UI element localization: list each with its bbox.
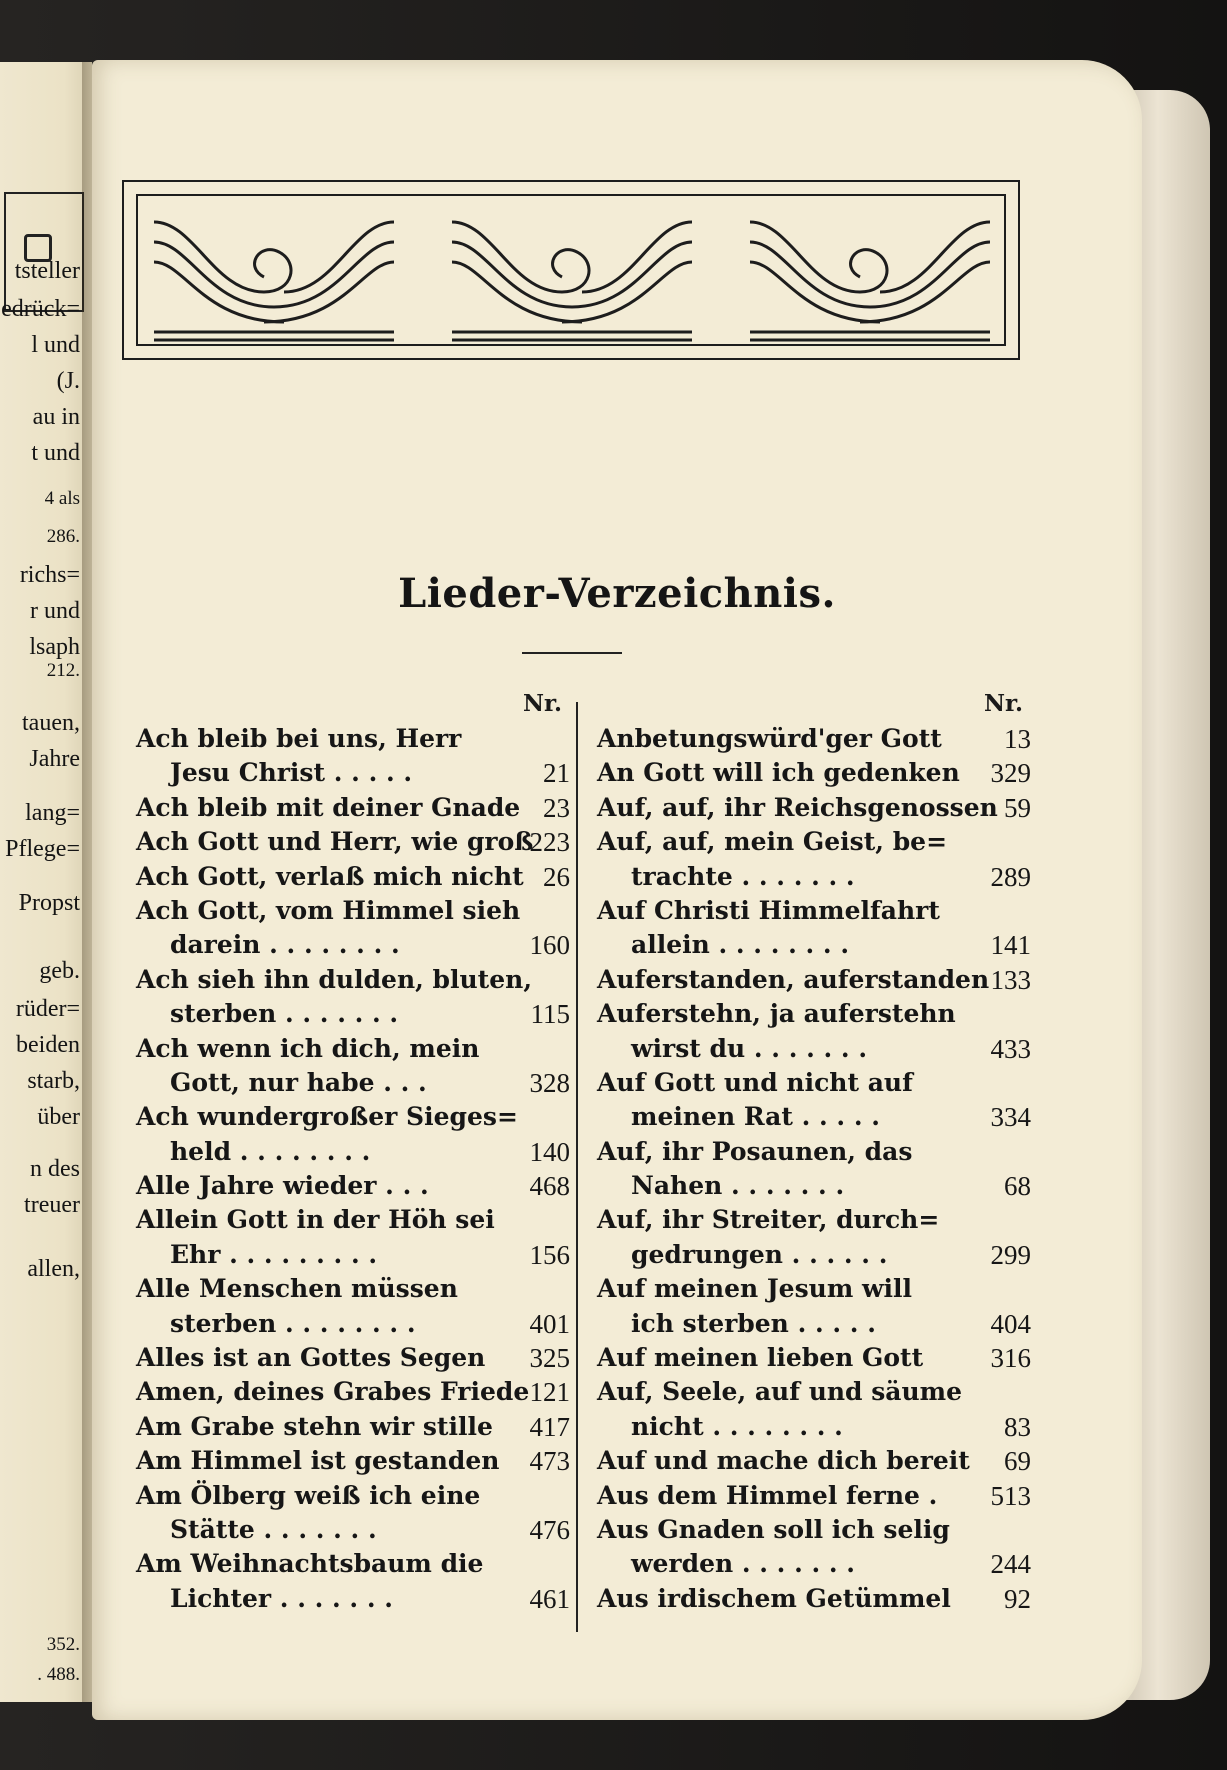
index-entry-line	[597, 1169, 1037, 1203]
ornament-swirl-icon	[124, 182, 1022, 362]
hymn-title-text: Auf und mache dich bereit	[597, 1446, 970, 1476]
hymn-title-text: Aus dem Himmel ferne .	[597, 1480, 938, 1510]
left-page-fragment: t und	[31, 440, 80, 466]
index-entry-line	[597, 1100, 1037, 1134]
hymn-title-text: sterben . . . . . . .	[170, 999, 399, 1029]
index-entry-line	[136, 963, 576, 997]
index-entry-line	[136, 1272, 576, 1306]
hymn-number: 401	[529, 1308, 570, 1339]
hymn-title-text: Ach bleib bei uns, Herr	[136, 724, 462, 753]
hymn-number: 325	[529, 1343, 570, 1374]
left-page-fragment: 4 als	[44, 488, 80, 509]
index-entry-line	[597, 791, 1037, 825]
index-entry-line	[597, 928, 1037, 962]
index-entry-line	[136, 1066, 576, 1100]
left-page-fragment: n des	[30, 1156, 80, 1182]
hymn-title-text: Nahen . . . . . . .	[631, 1171, 845, 1201]
hymn-title-text: Ach wenn ich dich, mein	[136, 1033, 480, 1063]
index-entry-line	[597, 1066, 1037, 1100]
hymn-number: 160	[529, 930, 570, 961]
left-page-fragment: Propst	[18, 890, 80, 916]
index-entry-line	[597, 1547, 1037, 1581]
left-page-fragment: r und	[30, 598, 80, 624]
index-entry-line	[136, 722, 576, 756]
hymn-title-text: Anbetungswürd'ger Gott	[597, 724, 942, 753]
index-entry-line	[597, 1272, 1037, 1306]
hymn-title-text: An Gott will ich gedenken	[597, 758, 960, 788]
index-entry-line	[136, 756, 576, 790]
hymn-title-text: Auferstanden, auferstanden	[597, 964, 990, 994]
left-page-fragment: edrück=	[1, 296, 80, 322]
index-entry-line	[136, 860, 576, 894]
hymn-number: 417	[529, 1411, 570, 1442]
hymn-title-text: gedrungen . . . . . .	[631, 1239, 888, 1269]
hymn-title-text: wirst du . . . . . . .	[631, 1033, 868, 1063]
hymn-title-text: Auf meinen Jesum will	[597, 1274, 913, 1304]
hymn-number: 83	[1004, 1411, 1031, 1442]
index-entry-line	[597, 756, 1037, 790]
hymn-title-text: Auf Gott und nicht auf	[597, 1067, 913, 1097]
hymn-title-text: Auf meinen lieben Gott	[597, 1343, 924, 1373]
hymn-number: 329	[990, 758, 1031, 789]
hymn-title-text: Ach Gott und Herr, wie groß	[136, 827, 534, 857]
index-entry-line	[136, 1547, 576, 1581]
hymn-title-text: Allein Gott in der Höh sei	[136, 1205, 495, 1235]
index-entry-line	[136, 1513, 576, 1547]
hymn-number: 23	[543, 792, 570, 823]
hymn-number: 473	[529, 1446, 570, 1477]
hymn-title-text: ich sterben . . . . .	[631, 1308, 876, 1338]
index-entry-line	[597, 1203, 1037, 1237]
hymn-number: 404	[990, 1308, 1031, 1339]
left-facing-page	[0, 62, 92, 1702]
index-entry-line	[597, 722, 1037, 756]
hymn-title-text: Auf, Seele, auf und säume	[597, 1377, 963, 1407]
hymn-number: 334	[990, 1102, 1031, 1133]
index-entry-line	[597, 1444, 1037, 1478]
index-entry-line	[136, 1307, 576, 1341]
hymn-number: 21	[543, 758, 570, 789]
index-entry-line	[136, 1238, 576, 1272]
hymn-number: 316	[990, 1343, 1031, 1374]
hymn-title-text: Ach wundergroßer Sieges=	[136, 1102, 518, 1132]
left-page-fragment: 352.	[46, 1634, 80, 1655]
hymn-number: 13	[1004, 724, 1031, 754]
hymn-title-text: Auf, ihr Posaunen, das	[597, 1136, 913, 1166]
hymn-number: 289	[990, 861, 1031, 892]
index-entry-line	[597, 1513, 1037, 1547]
index-entry-line	[597, 894, 1037, 928]
index-entry-line	[136, 1582, 576, 1616]
index-entry-line	[597, 825, 1037, 859]
hymn-number: 92	[1004, 1583, 1031, 1614]
hymn-title-text: meinen Rat . . . . .	[631, 1102, 880, 1132]
nr-column-header: Nr.	[522, 690, 562, 717]
index-column-left	[136, 690, 576, 1616]
left-page-fragment: 212.	[46, 660, 80, 681]
hymn-title-text: Ach bleib mit deiner Gnade	[136, 792, 521, 822]
hymn-title-text: Auf, ihr Streiter, durch=	[597, 1205, 940, 1235]
left-page-fragment: beiden	[16, 1032, 80, 1058]
hymn-number: 141	[990, 930, 1031, 961]
left-page-fragment: . 488.	[37, 1664, 80, 1685]
hymn-number: 133	[990, 964, 1031, 995]
index-entry-line	[597, 1582, 1037, 1616]
index-entry-line	[136, 1375, 576, 1409]
hymn-title-text: held . . . . . . . .	[170, 1136, 371, 1166]
left-page-fragment: geb.	[39, 958, 80, 984]
hymn-title-text: Am Himmel ist gestanden	[136, 1446, 500, 1476]
index-entry-line	[136, 825, 576, 859]
index-entry-line	[597, 1307, 1037, 1341]
hymn-number: 59	[1004, 792, 1031, 823]
left-page-fragment: 286.	[46, 526, 80, 547]
index-column-right	[597, 690, 1037, 1616]
hymn-number: 223	[529, 827, 570, 858]
index-entry-line	[136, 894, 576, 928]
left-page-fragment: Jahre	[29, 746, 80, 772]
hymn-number: 244	[990, 1549, 1031, 1580]
hymn-title-text: Am Ölberg weiß ich eine	[136, 1480, 481, 1510]
hymn-number: 433	[990, 1033, 1031, 1064]
hymn-title-text: Ehr . . . . . . . . .	[170, 1239, 378, 1269]
hymn-title-text: Auf, auf, ihr Reichsgenossen	[597, 792, 998, 822]
index-entry-line	[597, 1375, 1037, 1409]
hymn-title-text: Amen, deines Grabes Friede	[136, 1377, 530, 1407]
nr-column-header: Nr.	[983, 690, 1023, 717]
hymn-title-text: Jesu Christ . . . . .	[170, 758, 413, 788]
hymn-title-text: nicht . . . . . . . .	[631, 1411, 843, 1441]
hymn-title-text: Ach Gott, vom Himmel sieh	[136, 895, 521, 925]
hymn-number: 461	[529, 1583, 570, 1614]
index-entry-line	[136, 1203, 576, 1237]
left-page-fragment: rüder=	[15, 996, 80, 1022]
left-page-fragment: Pflege=	[5, 836, 80, 862]
left-page-ornament-box	[4, 192, 84, 312]
left-page-fragment: au in	[32, 404, 80, 430]
hymn-title-text: Stätte . . . . . . .	[170, 1514, 377, 1544]
index-entry-line	[136, 1100, 576, 1134]
left-page-fragment: tauen,	[22, 710, 80, 736]
hymn-title-text: Auf, auf, mein Geist, be=	[597, 827, 948, 857]
hymn-title-text: Ach Gott, verlaß mich nicht	[136, 861, 524, 891]
hymn-number: 140	[529, 1136, 570, 1167]
index-entry-line	[597, 1032, 1037, 1066]
column-divider	[576, 702, 578, 1632]
hymn-number: 299	[990, 1239, 1031, 1270]
index-entry-line	[136, 997, 576, 1031]
hymn-title-text: Alles ist an Gottes Segen	[136, 1343, 486, 1373]
index-entry-line	[597, 1135, 1037, 1169]
hymn-title-text: Alle Jahre wieder . . .	[136, 1171, 429, 1201]
hymn-title-text: Auf Christi Himmelfahrt	[597, 895, 940, 925]
hymn-number: 468	[529, 1171, 570, 1202]
hymn-title-text: Aus irdischem Getümmel	[597, 1583, 951, 1613]
index-entry-line	[597, 1341, 1037, 1375]
index-entry-line	[136, 791, 576, 825]
hymn-number: 26	[543, 861, 570, 892]
hymn-title-text: allein . . . . . . . .	[631, 930, 850, 960]
index-entry-line	[597, 997, 1037, 1031]
index-entry-line	[136, 1032, 576, 1066]
page-title: Lieder-Verzeichnis.	[398, 570, 836, 617]
hymn-index-page	[92, 60, 1142, 1720]
left-page-fragment: richs=	[19, 562, 80, 588]
hymn-number: 121	[529, 1377, 570, 1408]
index-entry-line	[136, 1169, 576, 1203]
index-entry-line	[136, 928, 576, 962]
hymn-title-text: sterben . . . . . . . .	[170, 1308, 416, 1338]
hymn-title-text: Gott, nur habe . . .	[170, 1067, 427, 1097]
left-page-fragment: treuer	[24, 1192, 80, 1218]
hymn-title-text: Am Grabe stehn wir stille	[136, 1411, 493, 1441]
hymn-title-text: Alle Menschen müssen	[136, 1274, 458, 1304]
left-page-fragment: (J.	[56, 368, 80, 394]
index-entry-line	[136, 1135, 576, 1169]
hymn-title-text: Ach sieh ihn dulden, bluten,	[136, 964, 533, 994]
index-entry-line	[136, 1410, 576, 1444]
index-entry-line	[136, 1341, 576, 1375]
hymn-number: 68	[1004, 1171, 1031, 1202]
hymn-title-text: werden . . . . . . .	[631, 1549, 856, 1579]
art-nouveau-ornament-banner	[122, 180, 1020, 360]
hymn-number: 115	[530, 999, 570, 1030]
left-page-fragment: allen,	[27, 1256, 80, 1282]
hymn-title-text: Am Weihnachtsbaum die	[136, 1549, 484, 1579]
index-entry-line	[136, 1479, 576, 1513]
hymn-number: 156	[529, 1239, 570, 1270]
left-page-fragment: l und	[31, 332, 80, 358]
left-page-fragment: tsteller	[14, 258, 80, 284]
left-page-fragment: lang=	[25, 800, 80, 826]
title-rule	[522, 652, 622, 654]
hymn-title-text: Aus Gnaden soll ich selig	[597, 1514, 950, 1544]
left-page-fragment: über	[37, 1104, 80, 1130]
hymn-title-text: trachte . . . . . . .	[631, 861, 855, 891]
left-page-fragment: lsaph	[29, 634, 80, 660]
hymn-number: 69	[1004, 1446, 1031, 1477]
index-entry-line	[597, 1238, 1037, 1272]
hymn-title-text: darein . . . . . . . .	[170, 930, 400, 960]
index-entry-line	[597, 1479, 1037, 1513]
hymn-number: 476	[529, 1514, 570, 1545]
index-entry-line	[136, 1444, 576, 1478]
hymn-title-text: Auferstehn, ja auferstehn	[597, 999, 956, 1029]
index-entry-line	[597, 963, 1037, 997]
left-page-fragment: starb,	[27, 1068, 80, 1094]
left-entries	[136, 722, 576, 1616]
hymn-title-text: Lichter . . . . . . .	[170, 1583, 393, 1613]
index-entry-line	[597, 1410, 1037, 1444]
right-entries	[597, 722, 1037, 1616]
hymn-number: 328	[529, 1067, 570, 1098]
hymn-number: 513	[990, 1480, 1031, 1511]
index-entry-line	[597, 860, 1037, 894]
